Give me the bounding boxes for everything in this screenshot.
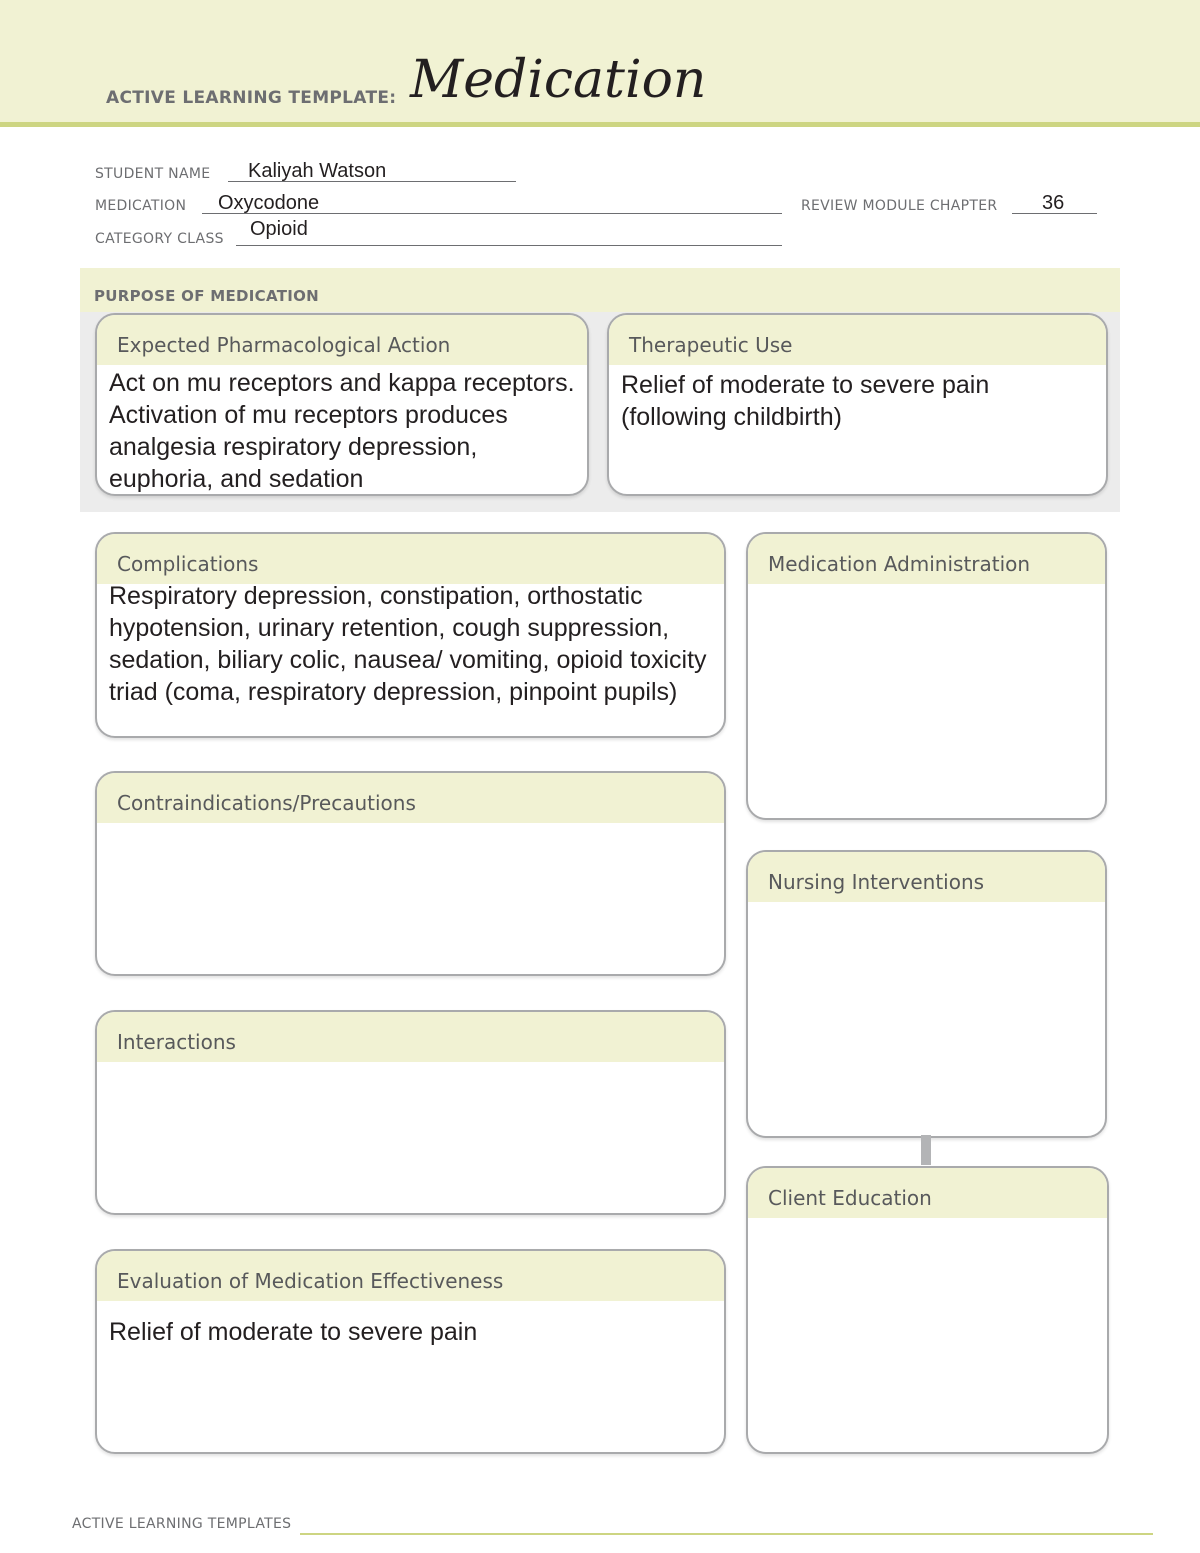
template-label: ACTIVE LEARNING TEMPLATE: xyxy=(106,88,397,108)
student-name-field[interactable]: Kaliyah Watson xyxy=(248,160,387,182)
review-module-field[interactable]: 36 xyxy=(1042,192,1065,214)
complications-text[interactable]: Respiratory depression, constipation, orthostatic hypotension, urinary retention, cough suppression, sedation, biliary colic, nausea/ vomiting, opioid toxicity triad (coma, respiratory depression, pinpoint pupils) xyxy=(109,582,707,706)
medication-administration-box[interactable] xyxy=(746,532,1107,820)
complications-title: Complications xyxy=(117,552,259,576)
footer-label: ACTIVE LEARNING TEMPLATES xyxy=(72,1516,292,1532)
therapeutic-use-text[interactable]: Relief of moderate to severe pain (following childbirth) xyxy=(621,371,990,431)
category-class-label: CATEGORY CLASS xyxy=(95,231,224,247)
purpose-section-label: PURPOSE OF MEDICATION xyxy=(94,287,320,305)
review-module-label: REVIEW MODULE CHAPTER xyxy=(801,198,998,214)
nursing-interventions-title: Nursing Interventions xyxy=(768,870,985,894)
therapeutic-use-title: Therapeutic Use xyxy=(629,333,793,357)
expected-action-title: Expected Pharmacological Action xyxy=(117,333,451,357)
evaluation-text[interactable]: Relief of moderate to severe pain xyxy=(109,1318,478,1346)
footer-divider xyxy=(300,1533,1153,1535)
client-education-title: Client Education xyxy=(768,1186,932,1210)
contraindications-box[interactable] xyxy=(95,771,726,976)
header-divider xyxy=(0,122,1200,127)
complications-box[interactable] xyxy=(95,532,726,738)
category-class-line xyxy=(236,245,782,246)
expected-action-text[interactable]: Act on mu receptors and kappa receptors. Activation of mu receptors produces analgesia respiratory depression, euphoria, and sedation xyxy=(109,369,575,493)
therapeutic-use-box[interactable] xyxy=(607,313,1108,496)
category-class-field[interactable]: Opioid xyxy=(250,218,308,240)
student-name-label: STUDENT NAME xyxy=(95,166,211,182)
expected-action-box[interactable] xyxy=(95,313,589,496)
box-connector xyxy=(921,1135,931,1165)
medication-administration-title: Medication Administration xyxy=(768,552,1031,576)
contraindications-title: Contraindications/Precautions xyxy=(117,791,416,815)
nursing-interventions-box[interactable] xyxy=(746,850,1107,1138)
evaluation-title: Evaluation of Medication Effectiveness xyxy=(117,1269,504,1293)
medication-label: MEDICATION xyxy=(95,198,187,214)
page-title: Medication xyxy=(410,50,707,110)
medication-field[interactable]: Oxycodone xyxy=(218,192,320,214)
evaluation-box[interactable] xyxy=(95,1249,726,1454)
interactions-title: Interactions xyxy=(117,1030,236,1054)
interactions-box[interactable] xyxy=(95,1010,726,1215)
client-education-box[interactable] xyxy=(746,1166,1109,1454)
